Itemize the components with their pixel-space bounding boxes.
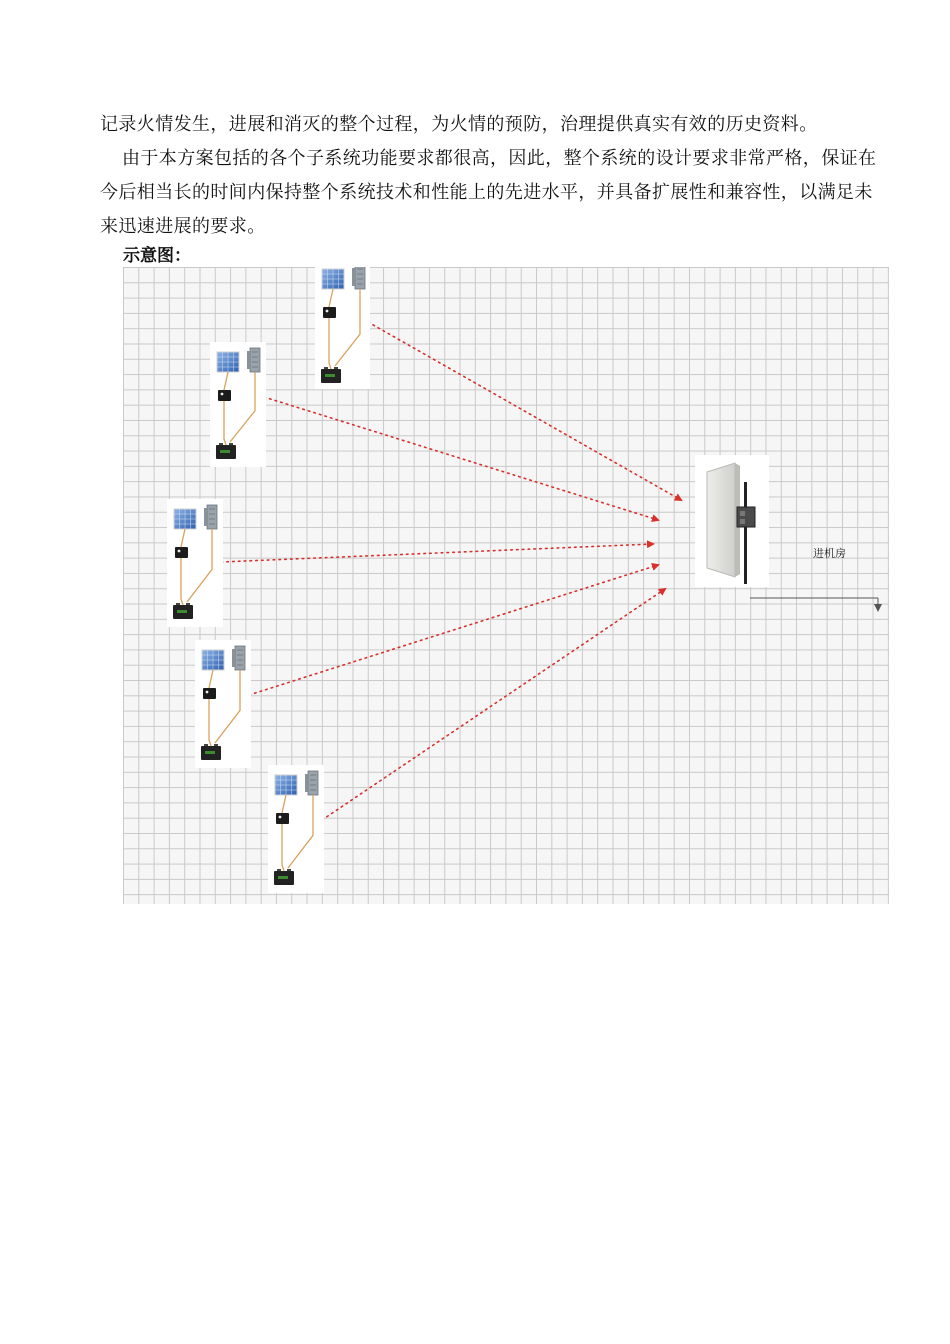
controller-icon — [276, 813, 289, 824]
controller-icon — [203, 688, 216, 699]
diagram-caption: 示意图： — [123, 246, 191, 266]
system-diagram — [123, 267, 889, 904]
solar-panel-icon — [202, 650, 224, 670]
camera-enclosure-icon — [232, 646, 245, 670]
solar-panel-icon — [275, 775, 297, 795]
antenna-station — [695, 455, 882, 612]
station-1 — [315, 267, 370, 389]
station-2 — [210, 342, 266, 467]
paragraph-1: 记录火情发生，进展和消灭的整个过程，为火情的预防，治理提供真实有效的历史资料。 — [100, 114, 818, 135]
battery-icon — [173, 603, 193, 619]
battery-icon — [216, 443, 236, 459]
paragraph-2: 由于本方案包括的各个子系统功能要求都很高，因此，整个系统的设计要求非常严格，保证在今后相当长的时间内保持整个系统技术和性能上的先进水平，并具备扩展性和兼容性，以满足未来迅速进展的要求。 — [100, 148, 877, 237]
room-connection-arrow — [750, 598, 882, 612]
battery-icon — [274, 869, 294, 885]
controller-icon — [218, 390, 231, 401]
solar-panel-icon — [174, 509, 196, 529]
wireless-link-arrow-2 — [264, 397, 658, 520]
solar-panel-icon — [322, 269, 344, 289]
room-label: 进机房 — [813, 547, 846, 560]
station-5 — [268, 765, 324, 893]
camera-enclosure-icon — [305, 771, 318, 795]
wireless-link-arrow-4 — [249, 565, 658, 695]
battery-icon — [321, 367, 341, 383]
controller-icon — [175, 547, 188, 558]
solar-panel-icon — [217, 352, 239, 372]
wireless-link-arrow-3 — [221, 544, 653, 562]
camera-enclosure-icon — [247, 348, 260, 372]
station-3 — [167, 499, 223, 627]
wireless-link-arrow-1 — [368, 322, 681, 500]
wireless-link-arrow-5 — [322, 589, 665, 820]
controller-icon — [323, 307, 336, 318]
camera-enclosure-icon — [352, 267, 365, 289]
camera-enclosure-icon — [204, 505, 217, 529]
station-4 — [195, 640, 251, 768]
battery-icon — [201, 744, 221, 760]
